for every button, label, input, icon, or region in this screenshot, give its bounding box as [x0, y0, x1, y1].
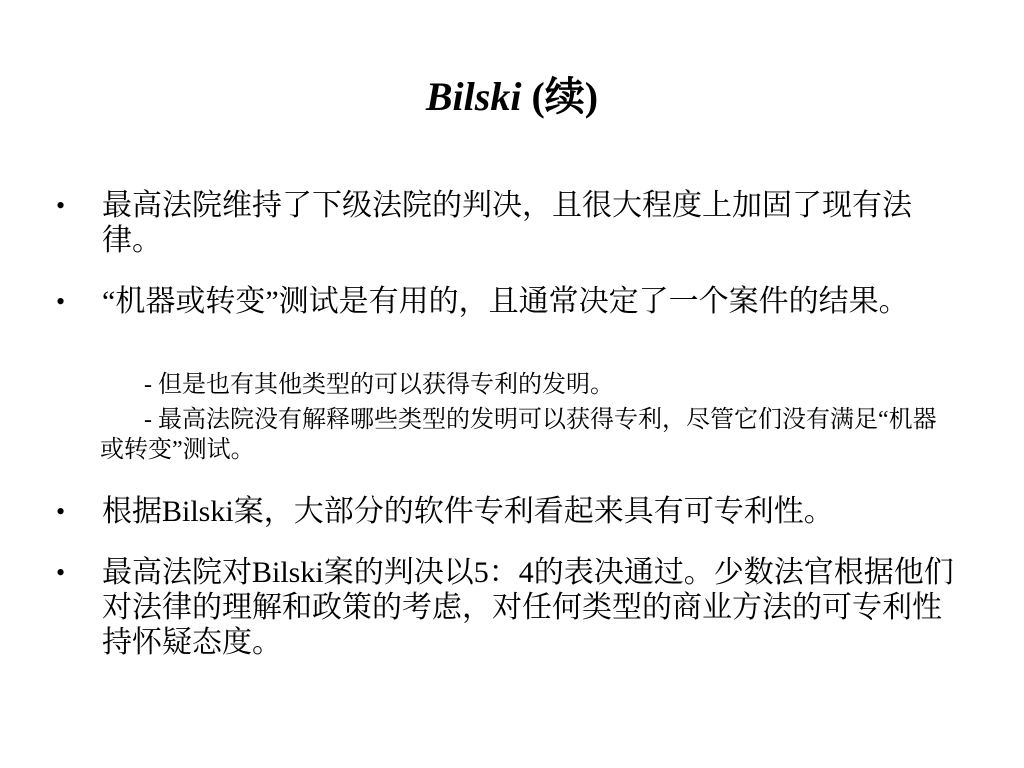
bullet-text: “机器或转变”测试是有用的，且通常决定了一个案件的结果。	[102, 285, 909, 318]
bullet-item-4	[56, 555, 956, 660]
slide-title	[0, 72, 1024, 122]
title-latin: Bilski	[425, 74, 522, 119]
bullet-item-2	[56, 284, 956, 319]
sub-point-2	[100, 405, 956, 465]
sub-point-text: - 但是也有其他类型的可以获得专利的发明。	[144, 372, 614, 398]
bullet-marker: •	[56, 497, 66, 526]
bullet-marker: •	[56, 558, 66, 587]
sub-point-text: - 最高法院没有解释哪些类型的发明可以获得专利，尽管它们没有满足“机器或转变”测试。	[100, 407, 937, 463]
sub-point-1	[100, 370, 956, 400]
bullet-marker: •	[56, 191, 66, 220]
bullet-marker: •	[56, 287, 66, 316]
bullet-text: 根据Bilski案，大部分的软件专利看起来具有可专利性。	[102, 495, 834, 528]
title-suffix: (续)	[521, 74, 599, 119]
bullet-item-3	[56, 494, 956, 529]
bullet-text: 最高法院对Bilski案的判决以5：4的表决通过。少数法官根据他们对法律的理解和政策的考虑，对任何类型的商业方法的可专利性持怀疑态度。	[102, 556, 954, 659]
bullet-text: 最高法院维持了下级法院的判决，且很大程度上加固了现有法律。	[102, 189, 912, 257]
bullet-item-1	[56, 188, 956, 258]
